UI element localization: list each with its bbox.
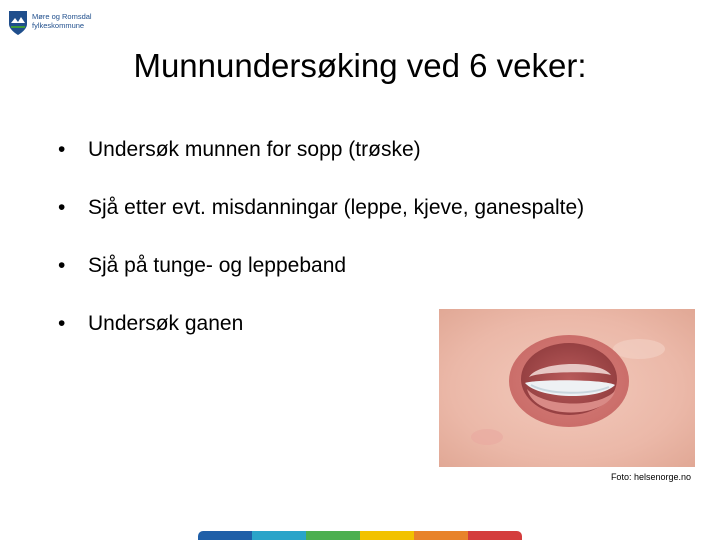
coat-of-arms-icon — [8, 10, 28, 36]
bullet-item: • Undersøk munnen for sopp (trøske) — [58, 132, 584, 168]
color-segment — [468, 531, 522, 540]
logo-wordmark — [32, 12, 92, 30]
color-segment — [198, 531, 252, 540]
color-segment — [306, 531, 360, 540]
infant-mouth-photo — [439, 309, 695, 467]
logo-line-1: Møre og Romsdal — [32, 12, 92, 21]
slide-title: Munnundersøking ved 6 veker: — [133, 47, 587, 84]
bullet-item: • Sjå på tunge- og leppeband — [58, 248, 584, 284]
color-segment — [252, 531, 306, 540]
bullet-item: • Undersøk ganen — [58, 306, 584, 342]
color-segment — [414, 531, 468, 540]
color-segment — [360, 531, 414, 540]
photo-credit: Foto: helsenorge.no — [610, 472, 691, 482]
logo — [8, 8, 118, 40]
decorative-color-bar — [198, 531, 522, 540]
logo-line-2: fylkeskommune — [32, 21, 85, 30]
bullet-item: • Sjå etter evt. misdanningar (leppe, kjeve, ganespalte) — [58, 190, 584, 226]
